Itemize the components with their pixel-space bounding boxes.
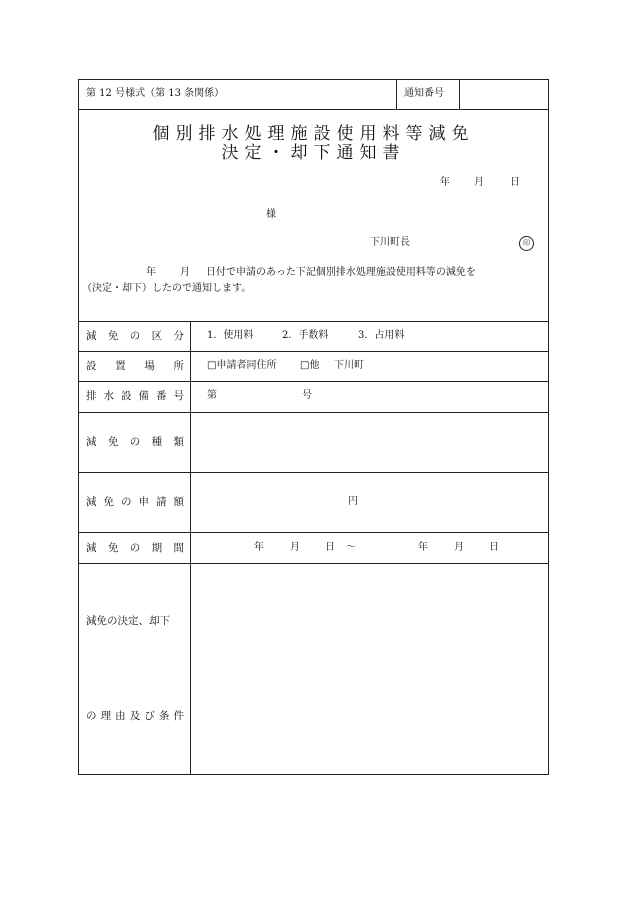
seal-icon: 印 xyxy=(519,236,534,251)
row-line-2 xyxy=(78,351,549,352)
bottom-border xyxy=(78,774,549,775)
decision-label-line2: の 理 由 及 び 条 件 xyxy=(86,710,184,722)
period-end-day-unit: 日 xyxy=(489,542,499,553)
recipient-honorific: 様 xyxy=(266,209,276,220)
category-label: 減 免 の 区 分 xyxy=(86,330,184,342)
form-number: 第 12 号様式（第 13 条関係） xyxy=(86,88,225,99)
row-line-6 xyxy=(78,532,549,533)
date-month-unit: 月 xyxy=(474,177,484,188)
facility-number-label: 排 水 設 備 番 号 xyxy=(86,390,184,402)
period-tilde: ～ xyxy=(346,542,356,553)
document-title-line2: 決定・却下通知書 xyxy=(221,143,406,163)
header-bottom-line xyxy=(78,109,549,110)
top-border-left xyxy=(78,79,79,775)
period-start-month-unit: 月 xyxy=(290,542,300,553)
amount-label: 減 免 の 申 請 額 xyxy=(86,496,184,508)
location-same-as-applicant-checkbox[interactable]: □申請者同住所 xyxy=(207,360,277,371)
period-start-day-unit: 日 xyxy=(325,542,335,553)
header-divider-1 xyxy=(396,79,397,110)
body-year-unit: 年 xyxy=(146,267,156,278)
amount-input-area[interactable] xyxy=(192,474,342,530)
row-line-3 xyxy=(78,381,549,382)
decision-label-line1: 減免の決定、却下 xyxy=(86,615,170,627)
document-title-line1: 個別排水処理施設使用料等減免 xyxy=(152,124,475,144)
row-line-5 xyxy=(78,472,549,473)
category-option-occupancy-fee[interactable]: 3．占用料 xyxy=(358,330,405,341)
column-divider xyxy=(190,321,191,775)
period-label: 減 免 の 期 間 xyxy=(86,542,184,554)
recipient-name[interactable] xyxy=(130,208,260,222)
type-label: 減 免 の 種 類 xyxy=(86,436,184,448)
category-option-usage-fee[interactable]: 1．使用料 xyxy=(207,330,254,341)
body-month-unit: 月 xyxy=(180,267,190,278)
issuer-title: 下川町長 xyxy=(370,237,410,248)
body-line1: 日付で申請のあった下記個別排水処理施設使用料等の減免を xyxy=(206,267,476,278)
period-end-month-unit: 月 xyxy=(454,542,464,553)
right-border xyxy=(548,79,549,775)
notice-number-field[interactable] xyxy=(466,89,542,103)
date-day-unit: 日 xyxy=(510,177,520,188)
location-label: 設 置 場 所 xyxy=(86,360,184,372)
header-divider-2 xyxy=(459,79,460,110)
row-line-1 xyxy=(78,321,549,322)
period-start-year-unit: 年 xyxy=(254,542,264,553)
facility-number-suffix: 号 xyxy=(302,390,312,401)
top-border xyxy=(78,79,549,80)
type-input-area[interactable] xyxy=(192,414,546,470)
decision-reason-input-area[interactable] xyxy=(192,565,546,772)
facility-number-prefix: 第 xyxy=(207,390,217,401)
row-line-4 xyxy=(78,412,549,413)
location-other-checkbox[interactable]: □他 xyxy=(300,360,320,371)
location-town: 下川町 xyxy=(334,360,364,371)
date-year-unit: 年 xyxy=(440,177,450,188)
amount-unit: 円 xyxy=(348,496,358,507)
notice-number-label: 通知番号 xyxy=(404,88,444,99)
row-line-7 xyxy=(78,563,549,564)
period-end-year-unit: 年 xyxy=(418,542,428,553)
category-option-handling-fee[interactable]: 2．手数料 xyxy=(282,330,329,341)
body-line2: （決定・却下）したので通知します。 xyxy=(82,283,252,294)
